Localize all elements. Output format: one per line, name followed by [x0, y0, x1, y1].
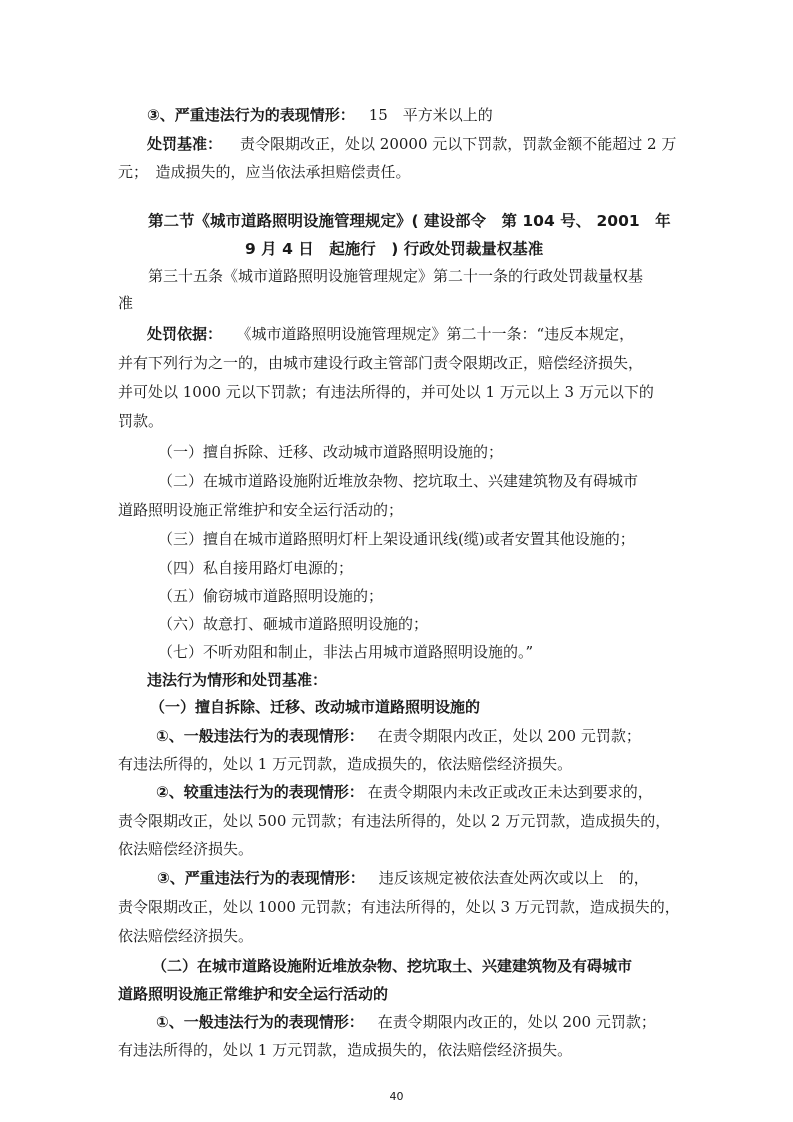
list-item: （五）偷窃城市道路照明设施的；: [158, 587, 384, 605]
sub2-heading-line1: （二）在城市道路设施附近堆放杂物、挖坑取土、兴建建筑物及有碍城市: [152, 957, 633, 975]
article-line1: 第三十五条《城市道路照明设施管理规定》第二十一条的行政处罚裁量权基: [148, 267, 644, 285]
s1-severe-line2: 责令限期改正，处以 1000 元罚款；有违法所得的，处以 3 万元罚款，造成损失的，: [118, 898, 680, 916]
s1-general-line2: 有违法所得的，处以 1 万元罚款，造成损失的，依法赔偿经济损失。: [118, 755, 573, 773]
s1-heavy-line1: [156, 782, 653, 802]
s1-severe-line1: [157, 868, 649, 888]
basis-text: 《城市道路照明设施管理规定》第二十一条：“违反本规定，: [244, 325, 635, 343]
section-title-line2: 9 月 4 日 起施行 ) 行政处罚裁量权基准: [245, 240, 544, 258]
basis-line1: [147, 324, 634, 344]
penalty-standard-text: 责令限期改正，处以 20000 元以下罚款，罚款金额不能超过 2 万: [240, 135, 677, 153]
s1-heavy-label: ②、较重违法行为的表现情形：: [156, 783, 364, 801]
s1-heavy-line3: 依法赔偿经济损失。: [118, 840, 254, 858]
basis-line2: 并有下列行为之一的，由城市建设行政主管部门责令限期改正，赔偿经济损失，: [118, 354, 644, 372]
severe-case-line: [147, 105, 493, 125]
s1-severe-text: 违反该规定被依法查处两次或以上 的，: [378, 869, 649, 887]
penalty-standard-line: [147, 134, 676, 154]
s2-general-text: 在责令期限内改正的，处以 200 元罚款；: [377, 1013, 656, 1031]
s1-heavy-text: 在责令期限内未改正或改正未达到要求的，: [367, 783, 653, 801]
s2-general-line2: 有违法所得的，处以 1 万元罚款，造成损失的，依法赔偿经济损失。: [118, 1041, 573, 1059]
sub1-heading: （一）擅自拆除、迁移、改动城市道路照明设施的: [150, 698, 481, 716]
page-number: 40: [389, 1090, 404, 1103]
list-item: （四）私自接用路灯电源的；: [158, 559, 354, 577]
article-line2: 准: [118, 294, 134, 312]
basis-line4: 罚款。: [118, 412, 164, 430]
severe-case-label: ③、严重违法行为的表现情形：: [147, 106, 355, 124]
basis-label: 处罚依据：: [147, 325, 223, 343]
penalty-standard-label: 处罚基准：: [147, 135, 223, 153]
penalty-standard-cont: 元； 造成损失的，应当依法承担赔偿责任。: [118, 163, 411, 181]
standard-heading: 违法行为情形和处罚基准：: [147, 671, 328, 689]
list-item: （六）故意打、砸城市道路照明设施的；: [158, 615, 429, 633]
list-item: （一）擅自拆除、迁移、改动城市道路照明设施的；: [158, 443, 504, 461]
list-item: （三）擅自在城市道路照明灯杆上架设通讯线(缆)或者安置其他设施的；: [158, 530, 635, 548]
list-item: （七）不听劝阻和制止，非法占用城市道路照明设施的。”: [158, 643, 534, 661]
s1-severe-label: ③、严重违法行为的表现情形：: [157, 869, 365, 887]
s1-general-line1: [156, 726, 641, 746]
section-title-line1: 第二节《城市道路照明设施管理规定》( 建设部令 第 104 号、 2001 年: [148, 212, 671, 230]
s1-general-label: ①、一般违法行为的表现情形：: [156, 727, 364, 745]
s1-severe-line3: 依法赔偿经济损失。: [118, 927, 254, 945]
severe-case-text: 15 平方米以上的: [368, 106, 493, 124]
sub2-heading-line2: 道路照明设施正常维护和安全运行活动的: [118, 985, 389, 1003]
basis-line3: 并可处以 1000 元以下罚款；有违法所得的，并可处以 1 万元以上 3 万元以下的: [118, 383, 654, 401]
s2-general-line1: [156, 1012, 656, 1032]
list-item: 道路照明设施正常维护和安全运行活动的；: [118, 501, 404, 519]
s1-heavy-line2: 责令限期改正，处以 500 元罚款；有违法所得的，处以 2 万元罚款，造成损失的，: [118, 812, 671, 830]
s1-general-text: 在责令期限内改正，处以 200 元罚款；: [377, 727, 641, 745]
list-item: （二）在城市道路设施附近堆放杂物、挖坑取土、兴建建筑物及有碍城市: [158, 472, 639, 490]
s2-general-label: ①、一般违法行为的表现情形：: [156, 1013, 364, 1031]
